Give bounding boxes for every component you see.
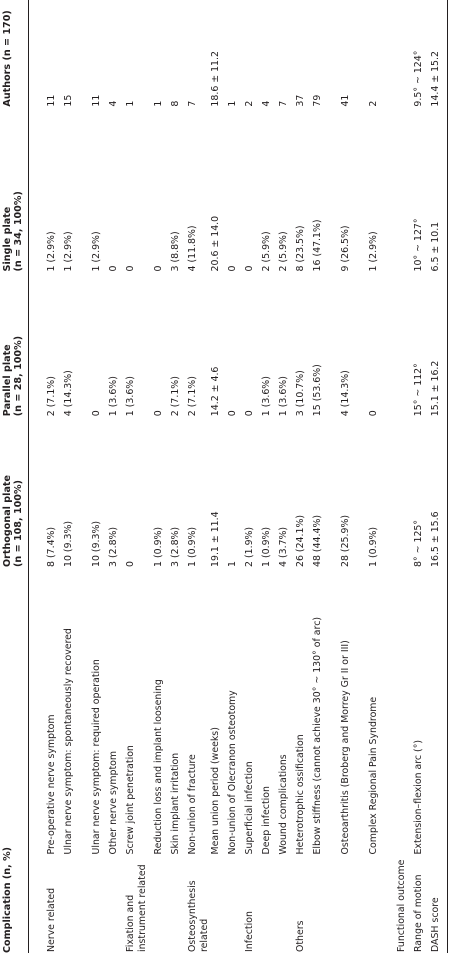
cell-single: 0 — [108, 265, 120, 272]
row-category: Functional outcome — [395, 859, 407, 952]
row-item: Deep infection — [260, 786, 272, 855]
cell-orthogonal: 4 (3.7%) — [277, 526, 289, 567]
row-category — [340, 855, 368, 953]
row-item: Skin implant irritation — [170, 752, 182, 855]
cell-parallel: 0 — [243, 410, 255, 417]
row-item: Range of motion — [412, 874, 424, 952]
row-category — [227, 855, 244, 953]
row-category — [170, 855, 187, 953]
cell-authors: 1 — [125, 100, 137, 107]
cell-orthogonal: 19.1 ± 11.4 — [209, 511, 221, 567]
cell-parallel: 4 (14.3%) — [63, 370, 75, 417]
cell-orthogonal: 16.5 ± 15.6 — [429, 511, 441, 567]
cell-single: 2 (5.9%) — [277, 231, 289, 272]
row-sub-item: Extension–flexion arc (°) — [412, 739, 424, 855]
cell-single: 1 (2.9%) — [46, 231, 58, 272]
header-complication: Complication (n, %) — [2, 846, 13, 953]
cell-orthogonal: 26 (24.1%) — [294, 514, 306, 567]
cell-single: 4 (11.8%) — [187, 225, 199, 272]
header-parallel-sub: (n = 28, 100%) — [13, 335, 25, 417]
row-category — [278, 855, 295, 953]
cell-orthogonal: 3 (2.8%) — [170, 526, 182, 567]
row-category: Nerve related — [46, 887, 58, 952]
cell-parallel: 15 (53.6%) — [311, 364, 323, 417]
cell-parallel: 3 (10.7%) — [294, 370, 306, 417]
row-item: Screw joint penetration — [125, 745, 137, 855]
row-category: Infection — [243, 911, 255, 952]
table-row — [244, 0, 261, 953]
cell-orthogonal — [396, 416, 413, 567]
cell-single: 1 (2.9%) — [63, 231, 75, 272]
table-row — [29, 0, 64, 953]
cell-single: 0 — [243, 265, 255, 272]
cell-authors: 1 — [153, 100, 165, 107]
cell-orthogonal: 0 — [125, 561, 137, 567]
header-single-sub: (n = 34, 100%) — [13, 191, 25, 272]
row-item: Wound complications — [277, 754, 289, 855]
cell-single: 8 (23.5%) — [294, 225, 306, 272]
cell-authors: 18.6 ± 11.2 — [209, 51, 221, 107]
cell-single: 9 (26.5%) — [339, 225, 351, 272]
row-item: Other nerve symptom — [108, 750, 120, 855]
cell-single: 6.5 ± 10.1 — [429, 221, 441, 272]
row-category — [153, 855, 170, 953]
table-row — [187, 0, 209, 953]
row-item: Non-union of Olecranon osteotomy — [226, 690, 238, 855]
table-row — [340, 0, 368, 953]
row-category: Others — [294, 920, 306, 952]
table-row — [63, 0, 91, 953]
cell-authors — [396, 0, 413, 107]
row-category — [108, 855, 125, 953]
row-category — [210, 855, 227, 953]
cell-authors: 9.5° ~ 124° — [412, 50, 424, 107]
table-row — [261, 0, 278, 953]
cell-authors: 79 — [311, 94, 323, 107]
row-item: Osteoarthritis (Broberg and Morrey Gr II or III) — [339, 640, 351, 855]
table-header-row — [0, 0, 29, 953]
cell-single: 0 — [153, 265, 165, 272]
cell-authors: 2 — [367, 100, 379, 107]
cell-orthogonal: 2 (1.9%) — [243, 526, 255, 567]
cell-parallel: 2 (7.1%) — [46, 376, 58, 417]
header-orthogonal-title: Orthogonal plate — [2, 474, 13, 567]
row-category — [63, 855, 91, 953]
cell-parallel: 0 — [91, 410, 103, 417]
cell-orthogonal: 1 — [226, 561, 238, 567]
row-sub-item — [430, 567, 448, 855]
cell-single — [396, 107, 413, 272]
cell-orthogonal: 10 (9.3%) — [63, 520, 75, 567]
cell-authors: 4 — [260, 100, 272, 107]
cell-parallel: 2 (7.1%) — [187, 376, 199, 417]
row-category — [368, 855, 396, 953]
cell-authors: 7 — [277, 100, 289, 107]
row-item: Mean union period (weeks) — [209, 727, 221, 855]
header-parallel-title: Parallel plate — [2, 344, 13, 417]
cell-authors: 8 — [170, 100, 182, 107]
cell-orthogonal: 1 (0.9%) — [260, 526, 272, 567]
cell-single: 1 (2.9%) — [91, 231, 103, 272]
table-row — [295, 0, 312, 953]
header-parallel-plate — [0, 271, 29, 416]
table-row — [413, 0, 430, 953]
row-item: Heterotrophic ossification — [294, 734, 306, 855]
table-row — [125, 0, 153, 953]
cell-single: 0 — [125, 265, 137, 272]
table-row — [170, 0, 187, 953]
cell-orthogonal: 10 (9.3%) — [91, 520, 103, 567]
row-item: DASH score — [429, 897, 441, 952]
cell-orthogonal: 3 (2.8%) — [108, 526, 120, 567]
table-row — [153, 0, 170, 953]
cell-single: 20.6 ± 14.0 — [209, 215, 221, 272]
row-item: Ulnar nerve symptom: required operation — [91, 659, 103, 855]
cell-authors: 14.4 ± 15.2 — [429, 51, 441, 107]
cell-authors: 2 — [243, 100, 255, 107]
header-orthogonal-plate — [0, 416, 29, 567]
cell-parallel: 14.2 ± 4.6 — [209, 366, 221, 417]
cell-single: 2 (5.9%) — [260, 231, 272, 272]
row-item: Reduction loss and implant loosening — [153, 679, 165, 855]
table-row — [91, 0, 108, 953]
cell-authors: 37 — [294, 94, 306, 107]
header-orthogonal-sub: (n = 108, 100%) — [13, 480, 25, 567]
row-item: Ulnar nerve symptom: spontaneously recovered — [63, 628, 75, 855]
table-row — [227, 0, 244, 953]
table-row — [368, 0, 396, 953]
cell-parallel: 1 (3.6%) — [277, 376, 289, 417]
cell-orthogonal: 1 (0.9%) — [153, 526, 165, 567]
cell-authors: 41 — [339, 94, 351, 107]
cell-single: 16 (47.1%) — [311, 219, 323, 272]
row-item: Non-union of fracture — [187, 754, 199, 855]
cell-orthogonal: 8 (7.4%) — [46, 526, 58, 567]
table-row — [210, 0, 227, 953]
row-item: Superficial infection — [243, 761, 255, 855]
cell-single: 1 (2.9%) — [367, 231, 379, 272]
row-item: Elbow stiffness (cannot achieve 30° ~ 130° of arc) — [311, 616, 323, 855]
cell-single: 3 (8.8%) — [170, 231, 182, 272]
cell-orthogonal: 28 (25.9%) — [339, 514, 351, 567]
cell-parallel: 0 — [367, 410, 379, 417]
table-row — [396, 0, 413, 953]
cell-authors: 11 — [46, 94, 58, 107]
header-single-plate — [0, 107, 29, 272]
cell-parallel: 2 (7.1%) — [170, 376, 182, 417]
row-category: Fixation and instrument related — [125, 864, 148, 952]
cell-parallel — [396, 271, 413, 416]
row-item: Pre-operative nerve symptom — [46, 714, 58, 855]
header-single-title: Single plate — [2, 206, 13, 272]
table-row — [108, 0, 125, 953]
header-authors-title: Authors (n = 170) — [2, 10, 13, 107]
cell-authors: 11 — [91, 94, 103, 107]
cell-parallel: 1 (3.6%) — [108, 376, 120, 417]
cell-parallel: 15° ~ 112° — [412, 363, 424, 417]
cell-parallel: 15.1 ± 16.2 — [429, 360, 441, 417]
table-row — [278, 0, 295, 953]
cell-authors: 15 — [63, 94, 75, 107]
cell-parallel: 1 (3.6%) — [260, 376, 272, 417]
cell-parallel: 0 — [153, 410, 165, 417]
cell-parallel: 4 (14.3%) — [339, 370, 351, 417]
cell-single: 0 — [226, 265, 238, 272]
cell-orthogonal: 1 (0.9%) — [367, 526, 379, 567]
cell-orthogonal: 1 (0.9%) — [187, 526, 199, 567]
row-category: Osteosynthesis related — [187, 880, 210, 952]
row-category — [261, 855, 278, 953]
cell-authors: 7 — [187, 100, 199, 107]
cell-orthogonal: 48 (44.4%) — [311, 514, 323, 567]
cell-authors: 1 — [226, 100, 238, 107]
cell-orthogonal: 8° ~ 125° — [412, 519, 424, 567]
cell-single: 10° ~ 127° — [412, 218, 424, 272]
header-authors — [0, 0, 29, 107]
cell-parallel: 0 — [226, 410, 238, 417]
cell-authors: 4 — [108, 100, 120, 107]
cell-parallel: 1 (3.6%) — [125, 376, 137, 417]
row-item: Complex Regional Pain Syndrome — [367, 696, 379, 855]
table-row — [430, 0, 448, 953]
table-row — [312, 0, 340, 953]
row-category — [91, 855, 108, 953]
row-category — [312, 855, 340, 953]
